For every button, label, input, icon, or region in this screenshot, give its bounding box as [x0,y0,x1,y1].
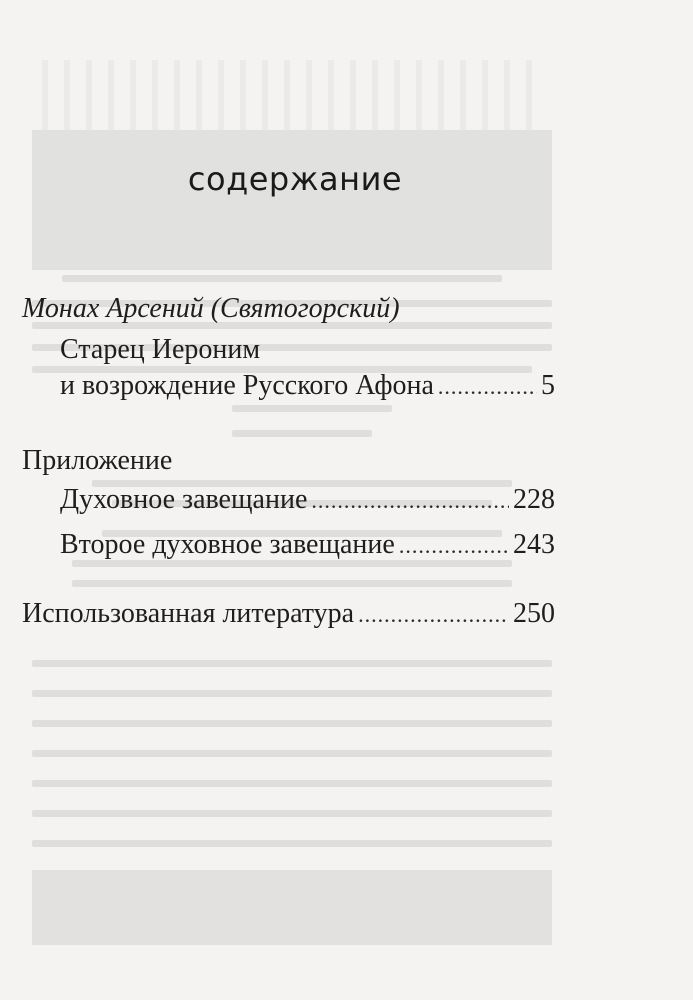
toc-author: Монах Арсений (Святогорский) [22,293,400,324]
toc-entry-appendix-2[interactable] [60,528,555,563]
toc-page-number: 228 [513,484,555,515]
ghost-line [232,430,372,437]
toc-entry-label: Духовное завещание [60,484,308,515]
toc-page-number: 5 [541,370,555,401]
ghost-line [72,580,512,587]
leader-dots [358,598,509,632]
ghost-line [32,750,552,757]
ghost-line [32,720,552,727]
page-title: содержание [187,160,403,198]
ghost-line [32,840,552,847]
ghost-line [232,405,392,412]
ghost-line [32,810,552,817]
ghost-band-bottom [32,870,552,945]
toc-entry-label: и возрождение Русского Афона [60,370,434,401]
toc-main-title-line1: Старец Иероним [60,334,261,365]
toc-entry-label: Второе духовное завещание [60,529,395,560]
toc-page-number: 243 [513,529,555,560]
ghost-line [62,275,502,282]
toc-entry-literature[interactable] [22,597,555,632]
leader-dots [399,529,509,563]
leader-dots [438,370,537,404]
ghost-line [32,660,552,667]
toc-appendix-heading: Приложение [22,445,173,476]
toc-entry-appendix-1[interactable] [60,483,555,518]
toc-entry-label: Использованная литература [22,598,355,629]
toc-page-number: 250 [513,598,555,629]
toc-entry-main[interactable] [60,369,555,404]
leader-dots [311,484,509,518]
ghost-line [32,780,552,787]
ghost-band-top [32,130,552,270]
ghost-line [32,690,552,697]
